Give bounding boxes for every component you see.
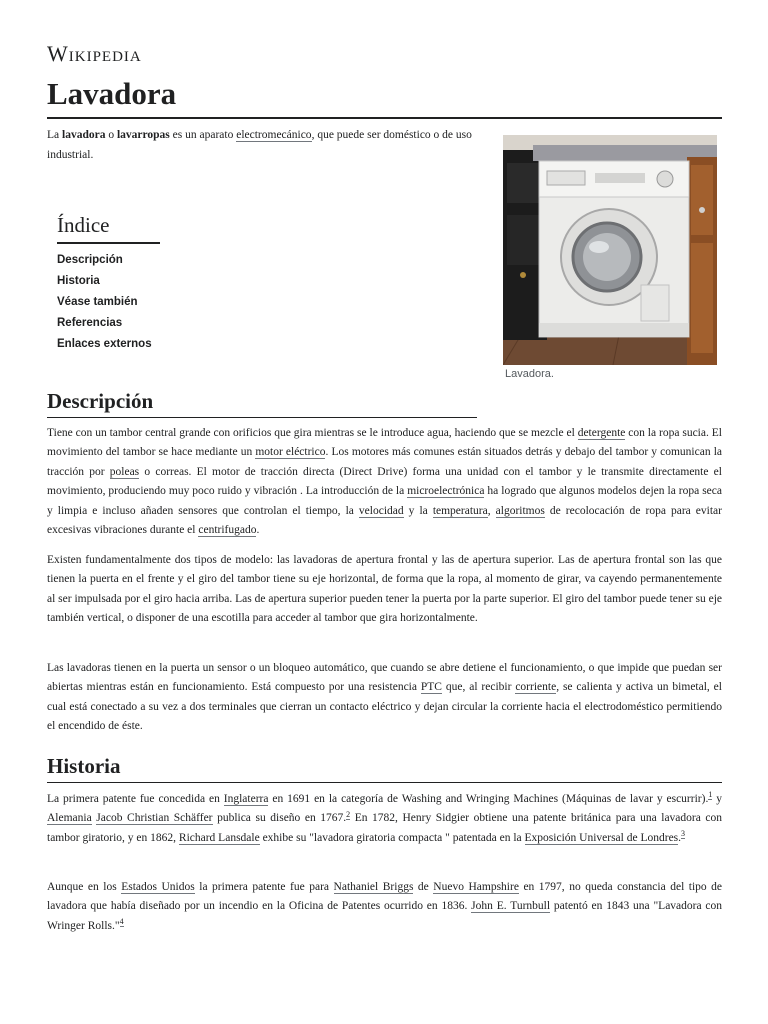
reference-1[interactable]: 1 <box>708 790 713 800</box>
term-lavarropas: lavarropas <box>116 129 170 141</box>
toc-item-vease-tambien[interactable]: Véase también <box>57 296 138 308</box>
descripcion-paragraph-1: Tiene con un tambor central grande con orificios que gira mientras se le introduce agua, haciendo que se mezcle el detergente con la ropa sucia. El movimiento del tambor se hace mediante un motor eléctrico. Los motores más comunes están situados detrás y debajo del tambor y comunican la tracción por poleas o correas. El motor de tracción directa (Direct Drive) forma una unidad con el tambor y le transmite directamente el movimiento, produciendo muy poco ruido y vibración . La introducción de la microelectrónica ha logrado que algunos modelos dejen la ropa seca y limpia e incluso añaden sensores que controlan el tiempo, la velocidad y la temperatura, algoritmos de recolocación de ropa para evitar excesivas vibraciones durante el centrifugado. <box>47 427 722 537</box>
washing-machine-image[interactable] <box>503 135 717 365</box>
wikipedia-wordmark[interactable]: Wikipedia <box>47 41 142 66</box>
link-motor-electrico[interactable]: motor eléctrico <box>255 446 326 459</box>
toc-item-historia[interactable]: Historia <box>57 275 100 287</box>
link-algoritmos[interactable]: algoritmos <box>495 504 545 517</box>
page-title: Lavadora <box>47 76 177 111</box>
toc-item-referencias[interactable]: Referencias <box>57 317 123 329</box>
section-divider-historia <box>47 782 722 783</box>
title-divider <box>47 117 722 119</box>
toc-title: Índice <box>57 213 110 237</box>
link-corriente[interactable]: corriente <box>515 681 557 694</box>
historia-paragraph-1: La primera patente fue concedida en Inglaterra en 1691 en la categoría de Washing and Wringing Machines (Máquinas de lavar y escurrir).$^1$ y Alemania Jacob Christian Schäffer publica su diseño en 1767.$^2$ En 1782, Henry Sidgier obtiene una patente británica para una lavadora con tambor giratorio, y en 1862, Richard Lansdale exhibe su "lavadora giratoria compacta " patentada en la Exposición Universal de Londres.$^3$ <box>47 790 723 844</box>
link-richard-lansdale[interactable]: Richard Lansdale <box>178 831 260 844</box>
link-john-e-turnbull[interactable]: John E. Turnbull <box>471 900 551 913</box>
link-jacob-christian-schaffer[interactable]: Jacob Christian Schäffer <box>96 812 213 825</box>
table-of-contents <box>57 213 160 355</box>
term-lavadora: lavadora <box>62 129 106 141</box>
link-inglaterra[interactable]: Inglaterra <box>223 793 269 805</box>
historia-paragraph-2: Aunque en los Estados Unidos la primera patente fue para Nathaniel Briggs de Nuevo Hampshire en 1797, no queda constancia del tipo de lavadora que había diseñado por un incendio en la Oficina de Patentes ocurrido en 1836. John E. Turnbull patentó en 1843 una "Lavadora con Wringer Rolls."$^4$ <box>47 881 723 932</box>
link-nuevo-hampshire[interactable]: Nuevo Hampshire <box>433 881 519 893</box>
section-heading-descripcion: Descripción <box>47 389 154 413</box>
intro-paragraph: La lavadora o lavarropas es un aparato electromecánico, que puede ser doméstico o de uso industrial. <box>47 129 472 161</box>
link-centrifugado[interactable]: centrifugado <box>198 524 257 537</box>
washing-machine-illustration <box>503 135 717 365</box>
descripcion-paragraph-2: Existen fundamentalmente dos tipos de modelo: las lavadoras de apertura frontal y las de apertura superior. Las de apertura frontal son las que tienen la puerta en el frente y el giro del tambor tiene su eje horizontal, de forma que la ropa, al momento de girar, va cayendo permanentemente al ser impulsada por el giro hacia arriba. Las de apertura superior pueden tener la puerta por la parte superior. El giro del tambor puede tener su eje también vertical, o disponer de una escotilla para acceder al tambor que gira horizontalmente. <box>47 554 722 625</box>
section-divider-descripcion <box>47 417 477 418</box>
image-caption: Lavadora. <box>505 368 554 380</box>
link-alemania[interactable]: Alemania <box>47 812 92 825</box>
link-temperatura[interactable]: temperatura <box>432 504 488 517</box>
reference-3[interactable]: 3 <box>681 828 686 838</box>
link-poleas[interactable]: poleas <box>109 465 140 478</box>
link-velocidad[interactable]: velocidad <box>358 504 404 517</box>
toc-item-enlaces-externos[interactable]: Enlaces externos <box>57 338 152 350</box>
link-microelectronica[interactable]: microelectrónica <box>407 485 485 498</box>
descripcion-paragraph-3: Las lavadoras tienen en la puerta un sensor o un bloqueo automático, que cuando se abre detiene el funcionamiento, o que impide que puedan ser abiertas mientras están en funcionamiento. Está compuesto por una resistencia PTC que, al recibir corriente, se calienta y activa un bimetal, el cual está conectado a su vez a dos terminales que cierran un contacto eléctrico y dejan circular la corriente hacia el electrodoméstico permitiendo el encendido de éste. <box>47 662 722 733</box>
link-exposicion-universal-londres[interactable]: Exposición Universal de Londres <box>524 831 679 844</box>
link-nathaniel-briggs[interactable]: Nathaniel Briggs <box>333 881 414 893</box>
toc-item-descripcion[interactable]: Descripción <box>57 254 123 266</box>
link-electromecanico[interactable]: electromecánico <box>236 129 312 141</box>
link-ptc[interactable]: PTC <box>420 681 442 694</box>
toc-divider <box>57 242 160 244</box>
reference-4[interactable]: 4 <box>119 916 124 926</box>
reference-2[interactable]: 2 <box>346 809 351 819</box>
link-detergente[interactable]: detergente <box>577 427 626 439</box>
link-estados-unidos[interactable]: Estados Unidos <box>121 881 195 893</box>
section-heading-historia: Historia <box>47 754 121 778</box>
